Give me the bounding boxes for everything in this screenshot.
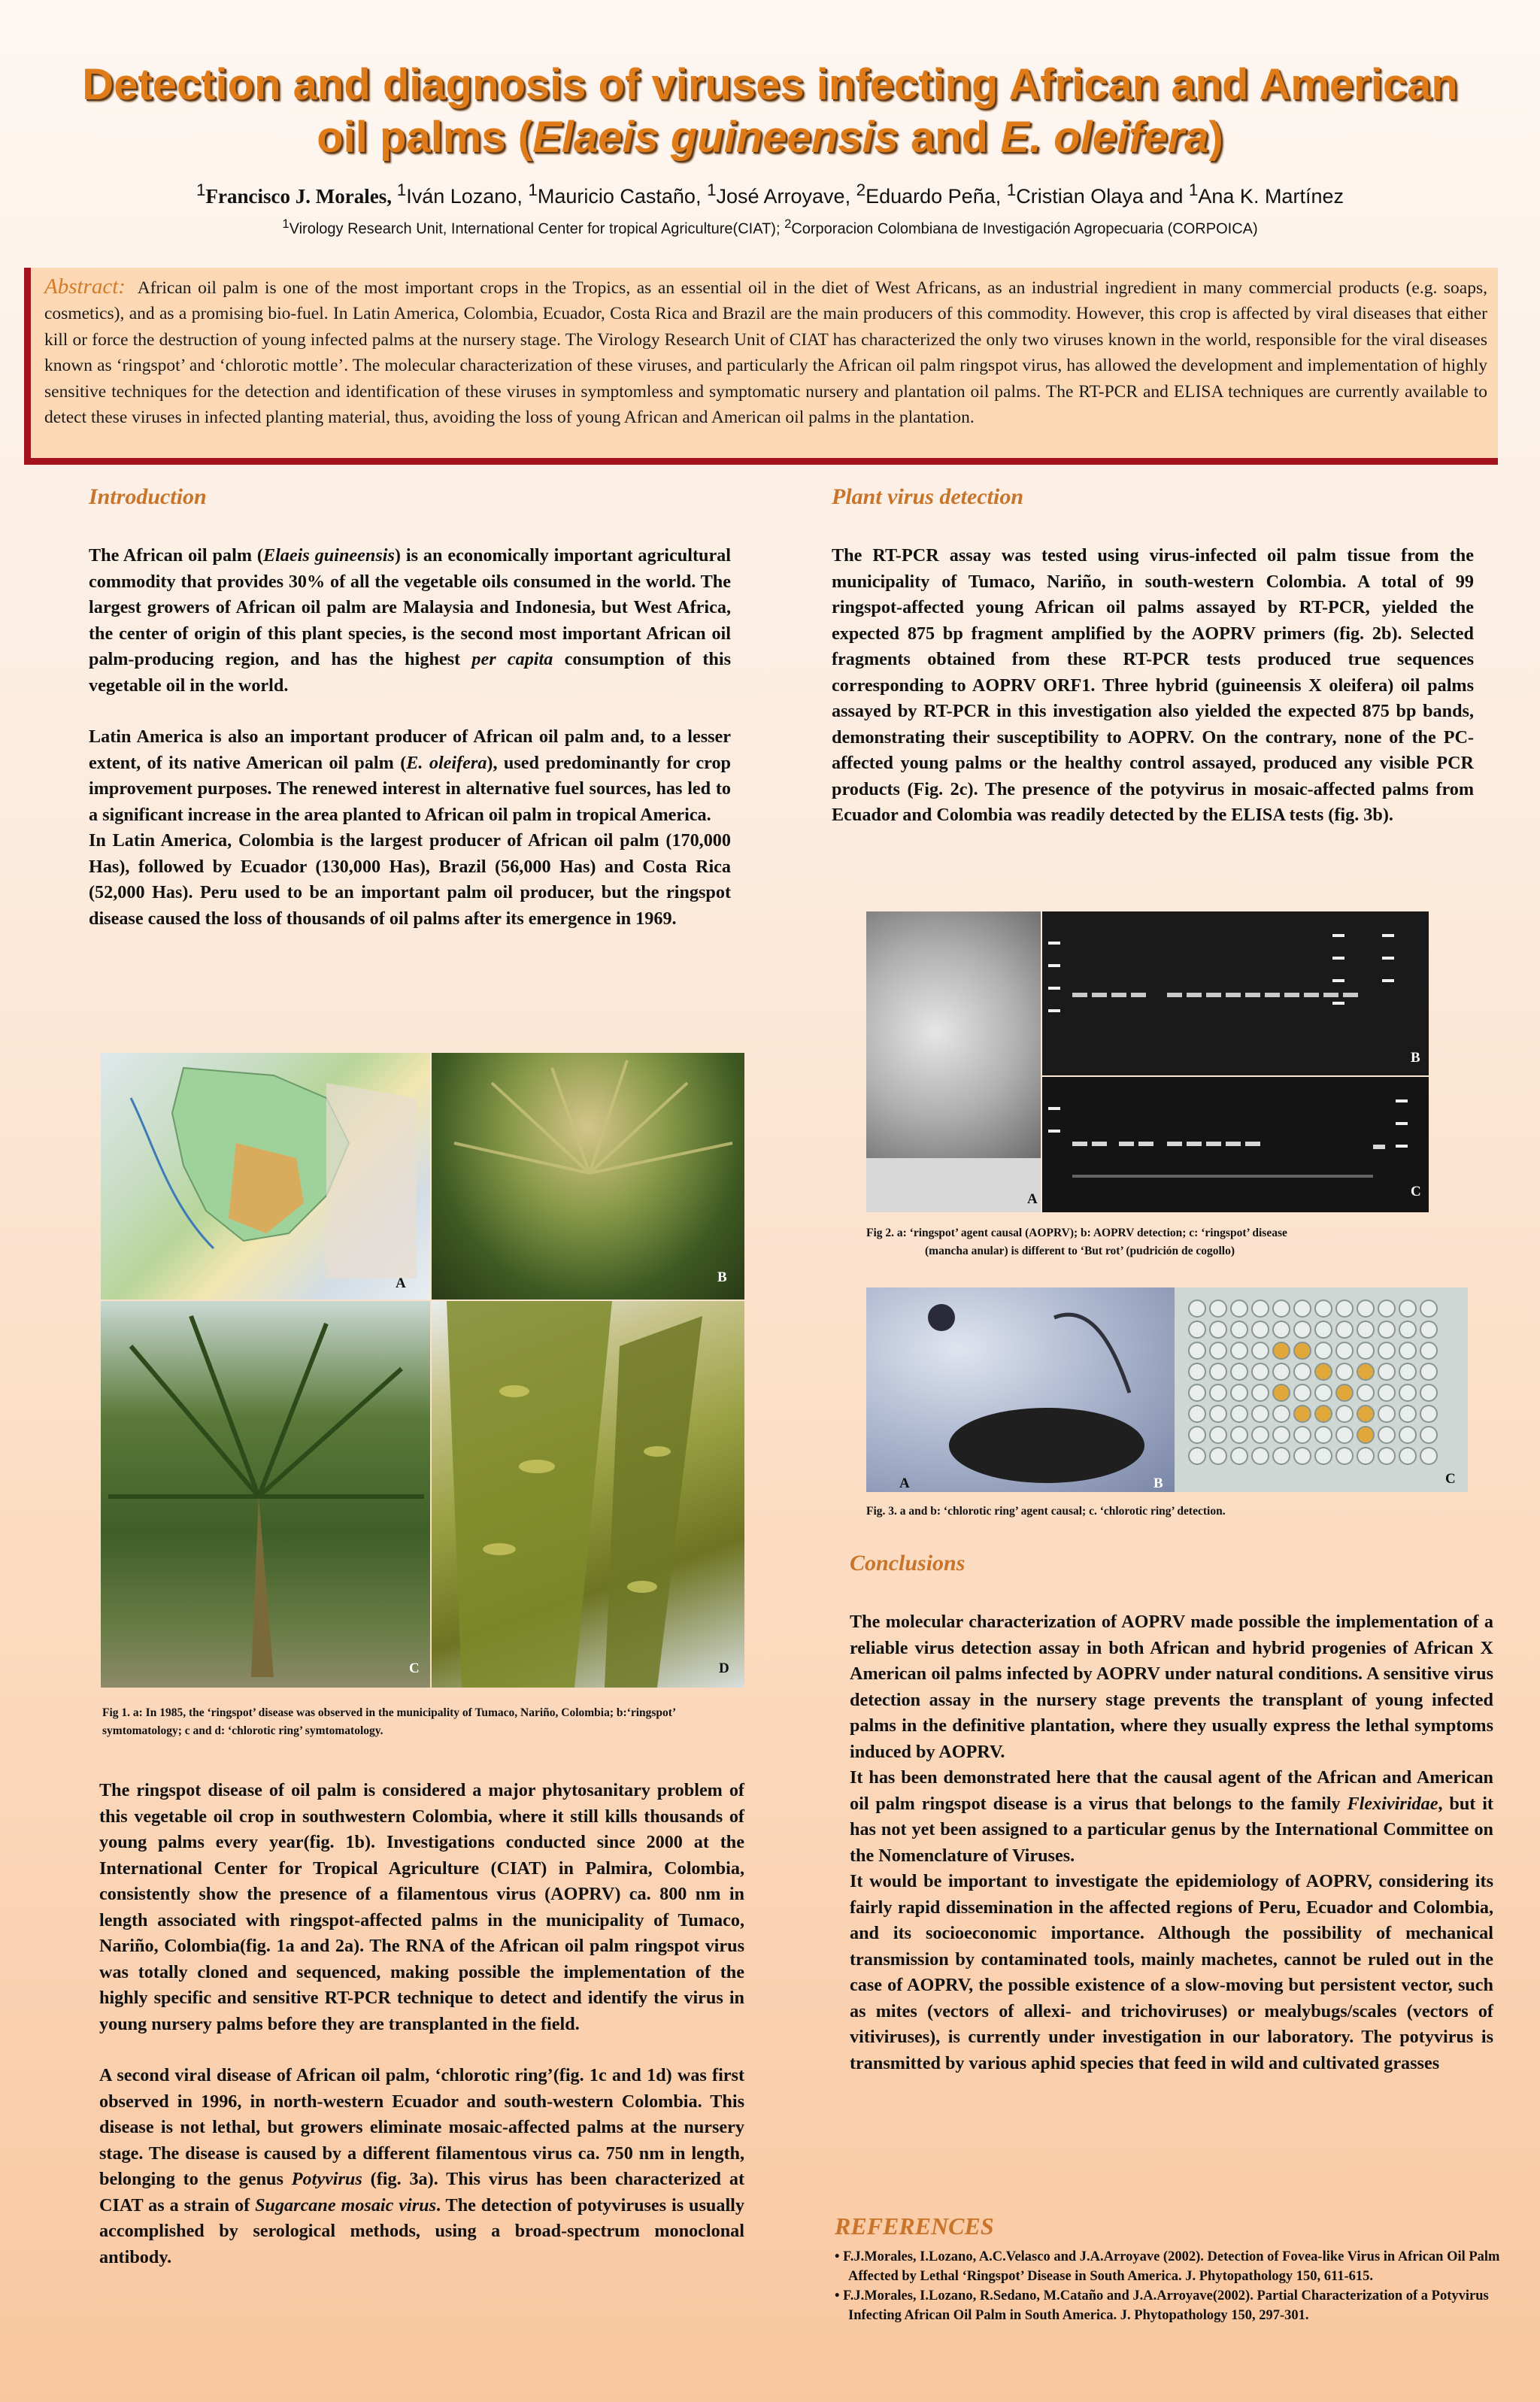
- fig3-caption: Fig. 3. a and b: ‘chlorotic ring’ agent causal; c. ‘chlorotic ring’ detection.: [866, 1505, 1226, 1518]
- elisa-well: [1420, 1321, 1437, 1338]
- elisa-well: [1336, 1384, 1353, 1401]
- fig2-gel-c: [1042, 1077, 1429, 1212]
- elisa-well: [1420, 1300, 1437, 1317]
- elisa-well: [1252, 1427, 1269, 1443]
- elisa-well: [1378, 1406, 1395, 1422]
- fig3-elisa-plate: [1175, 1287, 1468, 1492]
- abstract-label: Abstract:: [44, 274, 126, 299]
- elisa-well: [1315, 1448, 1332, 1464]
- fig2-letter-a: A: [1027, 1191, 1038, 1207]
- elisa-well: [1357, 1342, 1374, 1359]
- conclusions-heading: Conclusions: [850, 1551, 966, 1576]
- fig2-gel-b: [1042, 911, 1429, 1075]
- reference-item: • F.J.Morales, I.Lozano, A.C.Velasco and J.A.Arroyave (2002). Detection of Fovea-like Virus in African Oil Palm Affected by Lethal ‘Ringspot’ Disease in South America. J. Phytopathology 150, 611-615.: [835, 2249, 1500, 2284]
- elisa-well: [1357, 1384, 1374, 1401]
- affiliations: $^1$Virology Research Unit, International Center for tropical Agriculture(CIAT); $^2$Corporacion Colombiana de Investigación Agropecuaria (CORPOICA): [282, 217, 1258, 238]
- elisa-well: [1357, 1427, 1374, 1443]
- fig3-letter-c: C: [1445, 1471, 1456, 1487]
- elisa-well: [1210, 1427, 1226, 1443]
- author: $^1$Mauricio Castaño,: [528, 180, 707, 208]
- elisa-well: [1252, 1321, 1269, 1338]
- elisa-well: [1294, 1406, 1311, 1422]
- elisa-well: [1336, 1448, 1353, 1464]
- elisa-well: [1210, 1321, 1226, 1338]
- author: $^1$Ana K. Martínez: [1188, 180, 1344, 208]
- fig3-micrograph: [866, 1287, 1175, 1492]
- elisa-well: [1399, 1406, 1416, 1422]
- fig3-letter-a: A: [899, 1475, 910, 1491]
- elisa-well: [1378, 1427, 1395, 1443]
- fig2-caption: Fig 2. a: ‘ringspot’ agent causal (AOPRV); b: AOPRV detection; c: ‘ringspot’ disease (mancha anular) is different to ‘But rot’ (pudrición de cogollo): [866, 1227, 1287, 1257]
- elisa-well: [1294, 1448, 1311, 1464]
- elisa-well: [1336, 1406, 1353, 1422]
- elisa-well: [1357, 1406, 1374, 1422]
- fig1-letter-a: A: [396, 1275, 406, 1291]
- elisa-well: [1315, 1384, 1332, 1401]
- references-heading: REFERENCES: [835, 2212, 994, 2240]
- elisa-well: [1336, 1300, 1353, 1317]
- elisa-well: [1420, 1406, 1437, 1422]
- elisa-well: [1252, 1406, 1269, 1422]
- reference-item: • F.J.Morales, I.Lozano, R.Sedano, M.Cataño and J.A.Arroyave(2002). Partial Characterization of a Potyvirus Infecting African Oil Palm in South America. J. Phytopathology 150, 297-301.: [835, 2288, 1489, 2323]
- elisa-well: [1189, 1363, 1205, 1380]
- elisa-well: [1231, 1427, 1247, 1443]
- elisa-well: [1294, 1342, 1311, 1359]
- elisa-well: [1252, 1342, 1269, 1359]
- references-list: [835, 2247, 1508, 2325]
- title-line-2: oil palms (Elaeis guineensis and E. oleifera): [317, 113, 1223, 162]
- elisa-well: [1210, 1300, 1226, 1317]
- elisa-well: [1399, 1300, 1416, 1317]
- elisa-well: [1252, 1384, 1269, 1401]
- fig2-letter-c: C: [1411, 1184, 1421, 1199]
- elisa-well: [1294, 1321, 1311, 1338]
- elisa-well: [1399, 1448, 1416, 1464]
- elisa-well: [1273, 1384, 1290, 1401]
- fig1-letter-c: C: [409, 1660, 420, 1676]
- fig1-chlorotic-palm-photo: [101, 1301, 430, 1688]
- elisa-well: [1336, 1427, 1353, 1443]
- fig1-letter-d: D: [719, 1660, 729, 1676]
- abstract-box: [24, 268, 1498, 465]
- elisa-well: [1294, 1384, 1311, 1401]
- fig1-chlorotic-leaf-photo: [432, 1301, 744, 1688]
- elisa-well: [1231, 1406, 1247, 1422]
- elisa-well: [1231, 1448, 1247, 1464]
- elisa-well: [1378, 1300, 1395, 1317]
- elisa-well: [1189, 1427, 1205, 1443]
- poster-title: [45, 59, 1495, 164]
- elisa-well: [1189, 1342, 1205, 1359]
- elisa-well: [1378, 1448, 1395, 1464]
- author: $^1$José Arroyave,: [706, 180, 856, 208]
- elisa-well: [1189, 1448, 1205, 1464]
- elisa-well: [1420, 1427, 1437, 1443]
- elisa-well: [1210, 1363, 1226, 1380]
- elisa-well: [1378, 1384, 1395, 1401]
- elisa-well: [1210, 1406, 1226, 1422]
- elisa-well: [1231, 1321, 1247, 1338]
- fig2-letter-b: B: [1411, 1050, 1420, 1066]
- elisa-well: [1315, 1321, 1332, 1338]
- fig3-letter-b: B: [1153, 1475, 1163, 1491]
- elisa-well: [1273, 1363, 1290, 1380]
- elisa-well: [1399, 1427, 1416, 1443]
- elisa-well: [1315, 1300, 1332, 1317]
- fig1-letter-b: B: [717, 1269, 727, 1285]
- elisa-well: [1294, 1300, 1311, 1317]
- elisa-well: [1273, 1300, 1290, 1317]
- elisa-well: [1189, 1384, 1205, 1401]
- elisa-well: [1357, 1363, 1374, 1380]
- elisa-well: [1357, 1448, 1374, 1464]
- elisa-well: [1273, 1448, 1290, 1464]
- elisa-well: [1273, 1406, 1290, 1422]
- detection-text: The RT-PCR assay was tested using virus-infected oil palm tissue from the municipality of Tumaco, Nariño, in south-western Colombia. A total of 99 ringspot-affected young African oil palms assayed by RT-PCR, yielded the expected 875 bp fragment amplified by the AOPRV primers (fig. 2b). Selected fragments obtained from these RT-PCR tests produced true sequences corresponding to AOPRV ORF1. Three hybrid (guineensis X oleifera) oil palms assayed by RT-PCR in this investigation also yielded the expected 875 bp bands, demonstrating their susceptibility to AOPRV. On the contrary, none of the PC-affected young palms or the healthy control assayed, produced any visible PCR products (Fig. 2c). The presence of the potyvirus in mosaic-affected palms from Ecuador and Colombia was readily detected by the ELISA tests (fig. 3b).: [832, 545, 1474, 825]
- ringspot-text: The ringspot disease of oil palm is considered a major phytosanitary problem of this vegetable oil crop in southwestern Colombia, where it still kills thousands of young palms every year(fig. 1b). Investigations conducted since 2000 at the International Center for Tropical Agriculture (CIAT) in Palmira, Colombia, consistently show the presence of a filamentous virus (AOPRV) ca. 800 nm in length associated with ringspot-affected palms in the municipality of Tumaco, Nariño, Colombia(fig. 1a and 2a). The RNA of the African oil palm ringspot virus was totally cloned and sequenced, making possible the implementation of the highly specific and sensitive RT-PCR technique to detect and identify the virus in young nursery palms before they are transplanted in the field. A second viral disease of African oil palm, ‘chlorotic ring’(fig. 1c and 1d) was first observed in 1996, in north-western Ecuador and south-western Colombia. This disease is not lethal, but growers eliminate mosaic-affected palms at the nursery stage. The disease is caused by a different filamentous virus ca. 750 nm in length, belonging to the genus Potyvirus (fig. 3a). This virus has been characterized at CIAT as a strain of Sugarcane mosaic virus. The detection of potyviruses is usually accomplished by serological methods, using a broad-spectrum monoclonal antibody.: [99, 1780, 744, 2267]
- elisa-well: [1189, 1300, 1205, 1317]
- elisa-well: [1420, 1363, 1437, 1380]
- detection-heading: Plant virus detection: [832, 484, 1023, 509]
- introduction-heading: Introduction: [89, 484, 207, 509]
- fig1-map-photo: [101, 1053, 430, 1300]
- elisa-well: [1399, 1363, 1416, 1380]
- elisa-well: [1273, 1321, 1290, 1338]
- elisa-well: [1273, 1342, 1290, 1359]
- elisa-well: [1273, 1427, 1290, 1443]
- fig1-ringspot-palm-photo: [432, 1053, 744, 1300]
- elisa-well: [1315, 1427, 1332, 1443]
- elisa-well: [1357, 1300, 1374, 1317]
- elisa-well: [1336, 1363, 1353, 1380]
- introduction-text: The African oil palm (Elaeis guineensis) is an economically important agricultural commodity that provides 30% of all the vegetable oils consumed in the world. The largest growers of African oil palm are Malaysia and Indonesia, but West Africa, the center of origin of this plant species, is the second most important African oil palm-producing region, and has the highest per capita consumption of this vegetable oil in the world. Latin America is also an important producer of African oil palm and, to a lesser extent, of its native American oil palm (E. oleifera), used predominantly for crop improvement purposes. The renewed interest in alternative fuel sources, has led to a significant increase in the area planted to African oil palm in tropical America. In Latin America, Colombia is the largest producer of African oil palm (170,000 Has), followed by Ecuador (130,000 Has), Brazil (56,000 Has) and Costa Rica (52,000 Has). Peru used to be an important palm oil producer, but the ringspot disease caused the loss of thousands of oil palms after its emergence in 1969.: [89, 545, 731, 929]
- elisa-well: [1189, 1406, 1205, 1422]
- map-illustration: [101, 1053, 430, 1300]
- elisa-well: [1252, 1448, 1269, 1464]
- elisa-well: [1210, 1384, 1226, 1401]
- abstract-text: African oil palm is one of the most important crops in the Tropics, as an essential oil in the diet of West Africans, as an industrial ingredient in many commercial products (e.g. soaps, cosmetics), and as a promising bio-fuel. In Latin America, Colombia, Ecuador, Costa Rica and Brazil are the main producers of this commodity. However, this crop is affected by viral diseases that either kill or force the destruction of young infected palms at the nursery stage. The Virology Research Unit of CIAT has characterized the only two viruses known in the world, responsible for the viral diseases known as ‘ringspot’ and ‘chlorotic mottle’. The molecular characterization of these viruses, and particularly the African oil palm ringspot virus, has allowed the development and implementation of highly sensitive techniques for the detection and identification of these viruses in symptomless and symptomatic nursery and plantation oil palms. The RT-PCR and ELISA techniques are currently available to detect these viruses in infected planting material, thus, avoiding the loss of young African and American oil palms in the plantation.: [44, 278, 1487, 428]
- elisa-well: [1315, 1342, 1332, 1359]
- elisa-well: [1210, 1448, 1226, 1464]
- elisa-well: [1315, 1363, 1332, 1380]
- elisa-well: [1294, 1363, 1311, 1380]
- fig1-caption: Fig 1. a: In 1985, the ‘ringspot’ disease was observed in the municipality of Tumaco, Nariño, Colombia; b:‘ringspot’ symtomatology; c and d: ‘chlorotic ring’ symtomatology.: [102, 1706, 675, 1737]
- elisa-well: [1231, 1342, 1247, 1359]
- author: $^1$Cristian Olaya and: [1006, 180, 1189, 208]
- author: $^2$Eduardo Peña,: [856, 180, 1007, 208]
- elisa-well: [1231, 1300, 1247, 1317]
- elisa-well: [1420, 1342, 1437, 1359]
- elisa-well: [1231, 1363, 1247, 1380]
- elisa-well: [1336, 1321, 1353, 1338]
- elisa-well: [1210, 1342, 1226, 1359]
- elisa-well: [1378, 1321, 1395, 1338]
- elisa-well: [1315, 1406, 1332, 1422]
- elisa-well: [1252, 1363, 1269, 1380]
- conclusions-text: The molecular characterization of AOPRV made possible the implementation of a reliable virus detection assay in both African and hybrid progenies of African X American oil palms infected by AOPRV under natural conditions. A sensitive virus detection assay in the nursery stage prevents the transplant of young infected palms in the definitive plantation, where they usually express the lethal symptoms induced by AOPRV. It has been demonstrated here that the causal agent of the African and American oil palm ringspot disease is a virus that belongs to the family Flexiviridae, but it has not yet been assigned to a particular genus by the International Committee on the Nomenclature of Viruses. It would be important to investigate the epidemiology of AOPRV, considering its fairly rapid dissemination in the affected regions of Peru, Ecuador and Colombia, and its socioeconomic importance. Although the possibility of mechanical transmission by contaminated tools, mainly machetes, cannot be ruled out in the case of AOPRV, the possible existence of a slow-moving but persistent vector, such as mites (vectors of allexi- and trichoviruses) or mealybugs/scales (vectors of vitiviruses), is currently under investigation in our laboratory. The potyvirus is transmitted by various aphid species that feed in wild and cultivated grasses: [850, 1612, 1493, 2073]
- elisa-well: [1357, 1321, 1374, 1338]
- author-list: [45, 180, 1495, 208]
- elisa-well: [1189, 1321, 1205, 1338]
- elisa-well: [1252, 1300, 1269, 1317]
- fig2-micrograph: [866, 911, 1041, 1212]
- elisa-well: [1399, 1321, 1416, 1338]
- elisa-well: [1378, 1363, 1395, 1380]
- elisa-well: [1420, 1448, 1437, 1464]
- elisa-well: [1231, 1384, 1247, 1401]
- author: $^1$Francisco J. Morales,: [196, 180, 397, 208]
- elisa-well: [1378, 1342, 1395, 1359]
- title-line-1: Detection and diagnosis of viruses infecting African and American: [82, 60, 1458, 109]
- elisa-well: [1399, 1384, 1416, 1401]
- author: $^1$Iván Lozano,: [396, 180, 529, 208]
- elisa-well: [1336, 1342, 1353, 1359]
- elisa-well: [1420, 1384, 1437, 1401]
- elisa-well: [1294, 1427, 1311, 1443]
- elisa-well: [1399, 1342, 1416, 1359]
